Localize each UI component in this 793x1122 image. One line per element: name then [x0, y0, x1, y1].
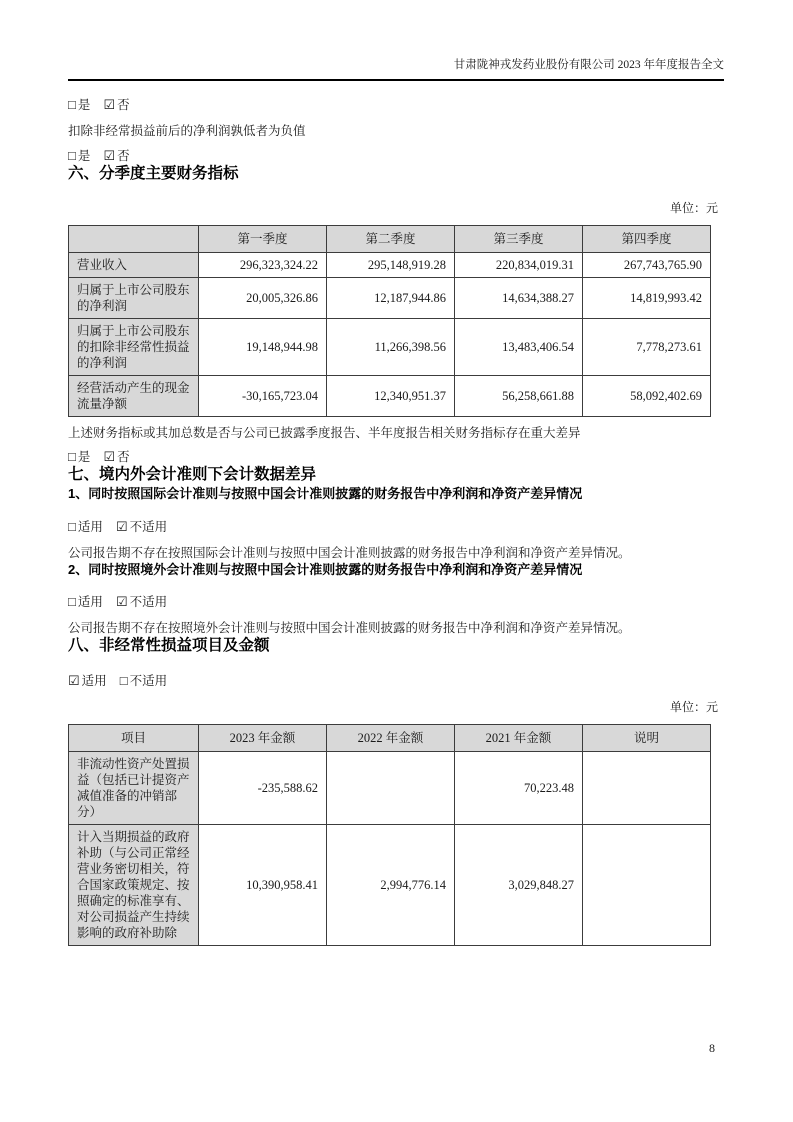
cell-value: [583, 825, 711, 946]
cell-value: 20,005,326.86: [199, 278, 327, 319]
cell-value: 220,834,019.31: [455, 253, 583, 278]
table-row-net-profit: [69, 278, 711, 319]
cell-value: -30,165,723.04: [199, 376, 327, 417]
applicable-row-3: [68, 673, 724, 689]
row-label: 营业收入: [69, 253, 199, 278]
table-header-row: [69, 725, 711, 752]
checkbox-unchecked-icon: □: [68, 449, 76, 464]
checkbox-unchecked-icon: □: [68, 594, 76, 609]
checkbox-label-not-applicable: 不适用: [129, 595, 168, 609]
checkbox-label-no: 否: [117, 149, 130, 163]
cell-value: 7,778,273.61: [583, 319, 711, 376]
column-header-item: 项目: [69, 725, 199, 752]
column-header-q1: 第一季度: [199, 226, 327, 253]
checkbox-label-not-applicable: 不适用: [129, 674, 168, 688]
cell-value: 2,994,776.14: [327, 825, 455, 946]
document-header: [68, 0, 724, 81]
table-header-row: [69, 226, 711, 253]
table-row-government-grants: [69, 825, 711, 946]
checkbox-label-no: 否: [117, 98, 130, 112]
checkbox-label-applicable: 适用: [77, 595, 103, 609]
cell-value: -235,588.62: [199, 752, 327, 825]
checkbox-label-yes: 是: [77, 149, 91, 163]
cell-value: [583, 752, 711, 825]
section7-title: 七、境内外会计准则下会计数据差异: [68, 466, 317, 483]
cell-value: 14,634,388.27: [455, 278, 583, 319]
checkbox-label-yes: 是: [77, 98, 91, 112]
yes-no-row-1: [68, 97, 724, 113]
section6-note: 上述财务指标或其加总数是否与公司已披露季度报告、半年度报告相关财务指标存在重大差异: [68, 426, 581, 440]
column-header-2023: 2023 年金额: [199, 725, 327, 752]
column-header-blank: [69, 226, 199, 253]
statement-net-profit: 扣除非经常损益前后的净利润孰低者为负值: [68, 124, 306, 138]
table-row-revenue: [69, 253, 711, 278]
checkbox-checked-icon: ☑: [116, 519, 128, 534]
cell-value: 296,323,324.22: [199, 253, 327, 278]
row-label: 非流动性资产处置损益（包括已计提资产减值准备的冲销部分）: [69, 752, 199, 825]
section6-title: 六、分季度主要财务指标: [68, 165, 239, 182]
column-header-q2: 第二季度: [327, 226, 455, 253]
checkbox-label-applicable: 适用: [77, 520, 103, 534]
unit-label-2: [68, 699, 724, 715]
unit-text: 单位：元: [669, 700, 718, 714]
cell-value: 11,266,398.56: [327, 319, 455, 376]
checkbox-checked-icon: ☑: [103, 148, 116, 163]
row-label: 归属于上市公司股东的净利润: [69, 278, 199, 319]
table-row-asset-disposal: [69, 752, 711, 825]
table-row-operating-cashflow: [69, 376, 711, 417]
column-header-q3: 第三季度: [455, 226, 583, 253]
section8-title: 八、非经常性损益项目及金额: [68, 637, 270, 654]
row-label: 计入当期损益的政府补助（与公司正常经营业务密切相关，符合国家政策规定、按照确定的标准享有、对公司损益产生持续影响的政府补助除: [69, 825, 199, 946]
cell-value: 13,483,406.54: [455, 319, 583, 376]
checkbox-checked-icon: ☑: [103, 97, 116, 112]
cell-value: 56,258,661.88: [455, 376, 583, 417]
checkbox-checked-icon: ☑: [103, 449, 116, 464]
section7-sub1-body: 公司报告期不存在按照国际会计准则与按照中国会计准则披露的财务报告中净利润和净资产差异情况。: [68, 546, 631, 560]
row-label: 归属于上市公司股东的扣除非经常性损益的净利润: [69, 319, 199, 376]
checkbox-label-no: 否: [117, 450, 130, 464]
checkbox-unchecked-icon: □: [68, 97, 76, 112]
checkbox-unchecked-icon: □: [68, 148, 76, 163]
cell-value: 12,340,951.37: [327, 376, 455, 417]
column-header-q4: 第四季度: [583, 226, 711, 253]
checkbox-unchecked-icon: □: [119, 673, 128, 688]
section7-sub2-title: 2、同时按照境外会计准则与按照中国会计准则披露的财务报告中净利润和净资产差异情况: [68, 562, 583, 577]
column-header-2021: 2021 年金额: [455, 725, 583, 752]
non-recurring-items-table: [68, 724, 711, 946]
cell-value: 14,819,993.42: [583, 278, 711, 319]
cell-value: 267,743,765.90: [583, 253, 711, 278]
document-header-title: 甘肃陇神戎发药业股份有限公司 2023 年年度报告全文: [453, 59, 724, 71]
checkbox-unchecked-icon: □: [68, 519, 76, 534]
applicable-row-2: [68, 594, 724, 610]
cell-value: 3,029,848.27: [455, 825, 583, 946]
cell-value: 58,092,402.69: [583, 376, 711, 417]
section7-sub1-title: 1、同时按照国际会计准则与按照中国会计准则披露的财务报告中净利润和净资产差异情况: [68, 486, 583, 501]
unit-label-1: [68, 200, 724, 216]
column-header-2022: 2022 年金额: [327, 725, 455, 752]
cell-value: 70,223.48: [455, 752, 583, 825]
cell-value: 19,148,944.98: [199, 319, 327, 376]
checkbox-checked-icon: ☑: [68, 673, 80, 688]
applicable-row-1: [68, 519, 724, 535]
cell-value: 12,187,944.86: [327, 278, 455, 319]
yes-no-row-2: [68, 148, 724, 164]
table-row-net-profit-excl: [69, 319, 711, 376]
unit-text: 单位：元: [669, 201, 718, 215]
checkbox-label-applicable: 适用: [81, 674, 107, 688]
checkbox-checked-icon: ☑: [116, 594, 128, 609]
cell-value: 10,390,958.41: [199, 825, 327, 946]
column-header-note: 说明: [583, 725, 711, 752]
cell-value: [327, 752, 455, 825]
page-number: 8: [709, 1041, 715, 1055]
yes-no-row-3: [68, 449, 724, 465]
quarterly-financials-table: [68, 225, 711, 417]
checkbox-label-yes: 是: [77, 450, 91, 464]
section7-sub2-body: 公司报告期不存在按照境外会计准则与按照中国会计准则披露的财务报告中净利润和净资产差异情况。: [68, 621, 631, 635]
row-label: 经营活动产生的现金流量净额: [69, 376, 199, 417]
cell-value: 295,148,919.28: [327, 253, 455, 278]
checkbox-label-not-applicable: 不适用: [129, 520, 168, 534]
